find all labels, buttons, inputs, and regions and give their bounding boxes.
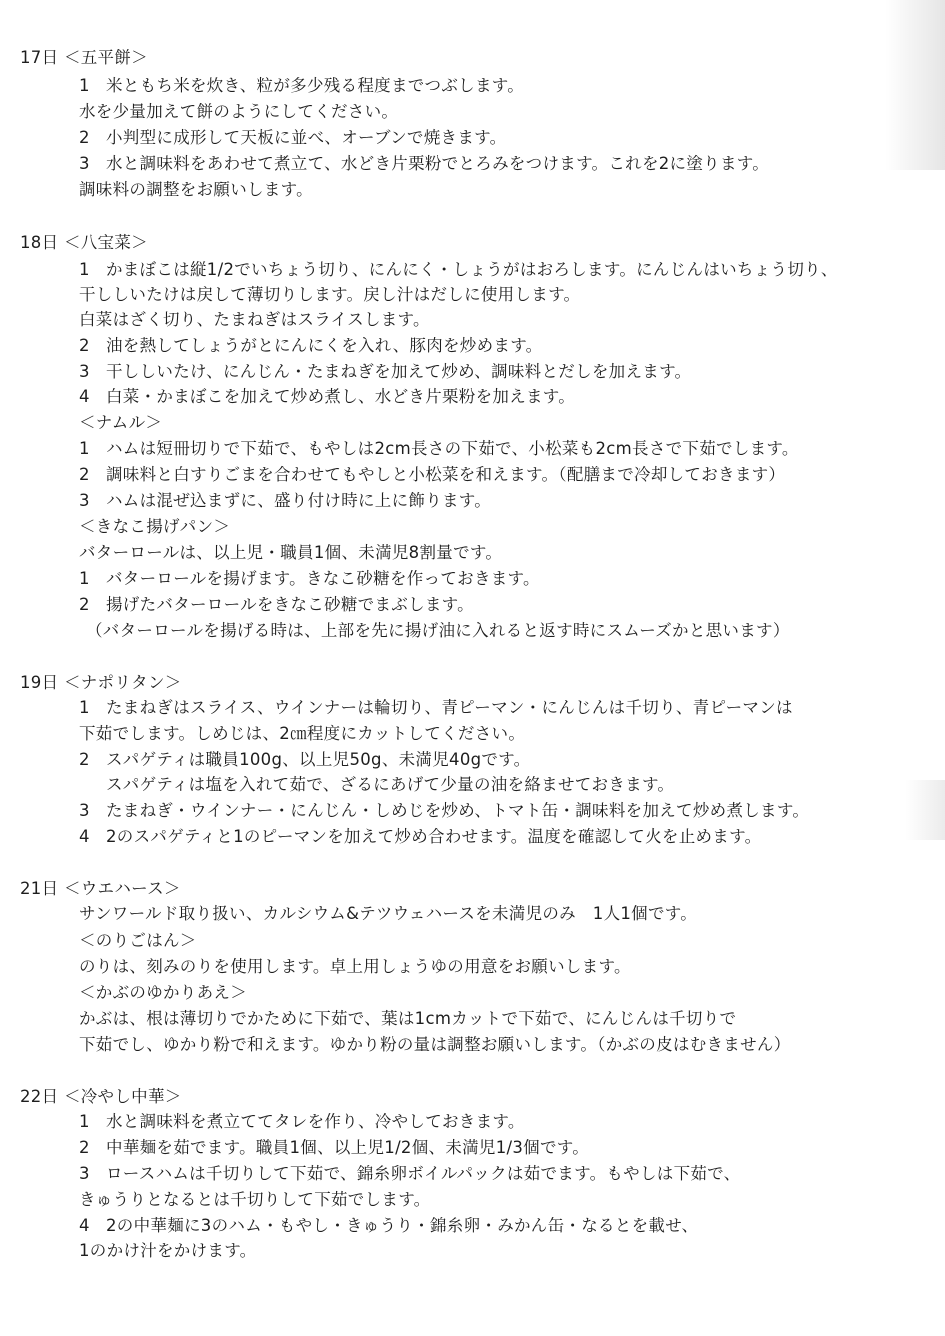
step-line <box>79 284 580 306</box>
step-number: 2 <box>79 750 90 769</box>
step-line <box>79 1163 740 1185</box>
step-number: 3 <box>79 362 90 381</box>
step-line <box>79 464 785 486</box>
date-label: 22日 <box>20 1087 59 1106</box>
show-through-texture <box>130 55 920 1285</box>
step-text: バターロールは、以上児・職員1個、未満児8割量です。 <box>79 543 503 562</box>
step-number: 1 <box>79 569 90 588</box>
section-title: ＜八宝菜＞ <box>63 233 148 252</box>
step-line <box>79 903 697 925</box>
step-line <box>79 1240 256 1262</box>
step-number: 4 <box>79 827 90 846</box>
step-number: 1 <box>79 260 90 279</box>
step-text: 2の中華麺に3のハム・もやし・きゅうり・錦糸卵・みかん缶・なるとを載せ、 <box>106 1216 699 1235</box>
step-text: 揚げたバターロールをきなこ砂糖でまぶします。 <box>106 595 474 614</box>
step-text: 下茹でします。しめじは、2㎝程度にカットしてください。 <box>79 724 526 743</box>
step-line <box>79 259 838 281</box>
step-text: ハムは短冊切りで下茹で、もやしは2cm長さの下茹で、小松菜も2cm長さで下茹でします。 <box>106 439 799 458</box>
step-line <box>79 490 491 512</box>
day-heading-18 <box>20 232 148 254</box>
date-label: 19日 <box>20 673 59 692</box>
step-line <box>79 1111 525 1133</box>
step-line <box>79 723 525 745</box>
day-heading-22 <box>20 1086 182 1108</box>
step-text: 白菜はざく切り、たまねぎはスライスします。 <box>79 310 430 329</box>
step-text: たまねぎ・ウインナー・にんじん・しめじを炒め、トマト缶・調味料を加えて炒め煮します。 <box>106 801 810 820</box>
step-line <box>79 386 575 408</box>
step-line <box>79 568 540 590</box>
section-title: ＜五平餅＞ <box>63 48 148 67</box>
step-text: のりは、刻みのりを使用します。卓上用しょうゆの用意をお願いします。 <box>79 957 631 976</box>
step-text: 調味料の調整をお願いします。 <box>79 180 313 199</box>
section-title: ＜ウエハース＞ <box>63 879 181 898</box>
step-number: 1 <box>79 76 90 95</box>
step-line <box>79 1008 736 1030</box>
day-heading-21 <box>20 878 181 900</box>
step-line <box>79 127 506 149</box>
step-text: かまぼこは縦1/2でいちょう切り、にんにく・しょうがはおろします。にんじんはいちょう切り、 <box>106 260 838 279</box>
step-line <box>79 101 398 123</box>
step-line <box>79 800 809 822</box>
step-text: 調味料と白すりごまを合わせてもやしと小松菜を和えます。（配膳まで冷却しておきます） <box>106 465 786 484</box>
step-line <box>79 826 761 848</box>
step-number: 2 <box>79 595 90 614</box>
step-line <box>79 361 691 383</box>
step-line <box>79 309 430 331</box>
section-title: ＜のりごはん＞ <box>79 931 197 950</box>
step-text: 小判型に成形して天板に並べ、オーブンで焼きます。 <box>106 128 507 147</box>
day-heading-19 <box>20 672 182 694</box>
step-line <box>79 335 542 357</box>
step-line <box>79 153 769 175</box>
step-line <box>79 542 502 564</box>
step-text: ロースハムは千切りして下茹で、錦糸卵ボイルパックは茹でます。もやしは下茹で、 <box>106 1164 741 1183</box>
step-text: 米ともち米を炊き、粒が多少残る程度までつぶします。 <box>106 76 525 95</box>
step-text: 白菜・かまぼこを加えて炒め煮し、水どき片栗粉を加えます。 <box>106 387 576 406</box>
step-text: 干ししいたけ、にんじん・たまねぎを加えて炒め、調味料とだしを加えます。 <box>106 362 692 381</box>
step-number: 4 <box>79 387 90 406</box>
step-text: 中華麺を茹でます。職員1個、以上児1/2個、未満児1/3個です。 <box>106 1138 590 1157</box>
step-number: 3 <box>79 1164 90 1183</box>
step-number: 2 <box>79 465 90 484</box>
step-number: 2 <box>79 1138 90 1157</box>
note-text: （バターロールを揚げる時は、上部を先に揚げ油に入れると返す時にスムーズかと思います） <box>86 621 790 640</box>
step-line <box>79 697 793 719</box>
step-number: 4 <box>79 1216 90 1235</box>
step-text: 水と調味料をあわせて煮立て、水どき片栗粉でとろみをつけます。これを2に塗ります。 <box>106 154 770 173</box>
section-title: ＜ナムル＞ <box>79 413 163 432</box>
note-line <box>86 620 790 642</box>
step-number: 2 <box>79 336 90 355</box>
step-number: 1 <box>79 1112 90 1131</box>
step-line <box>79 1215 698 1237</box>
step-number: 1 <box>79 698 90 717</box>
step-number: 3 <box>79 154 90 173</box>
day-heading-17 <box>20 47 148 69</box>
step-text: 1のかけ汁をかけます。 <box>79 1241 257 1260</box>
step-text: 水を少量加えて餅のようにしてください。 <box>79 102 399 121</box>
step-number: 1 <box>79 439 90 458</box>
step-line <box>79 438 799 460</box>
section-title: ＜きなこ揚げパン＞ <box>79 517 231 536</box>
step-line <box>79 594 474 616</box>
step-line <box>79 1034 791 1056</box>
step-text: スパゲティは塩を入れて茹で、ざるにあげて少量の油を絡ませておきます。 <box>106 775 675 794</box>
step-text: 水と調味料を煮立ててタレを作り、冷やしておきます。 <box>106 1112 525 1131</box>
step-line <box>79 75 524 97</box>
step-text: たまねぎはスライス、ウインナーは輪切り、青ピーマン・にんじんは千切り、青ピーマンは <box>106 698 793 717</box>
step-number: 3 <box>79 491 90 510</box>
step-text: ハムは混ぜ込まずに、盛り付け時に上に飾ります。 <box>106 491 492 510</box>
section-title: ＜かぶのゆかりあえ＞ <box>79 983 247 1002</box>
step-text: 2のスパゲティと1のピーマンを加えて炒め合わせます。温度を確認して火を止めます。 <box>106 827 762 846</box>
step-line <box>79 749 530 771</box>
step-line <box>79 1189 430 1211</box>
step-text: サンワールド取り扱い、カルシウム&テツウェハースを未満児のみ 1人1個です。 <box>79 904 698 923</box>
step-text: バターロールを揚げます。きなこ砂糖を作っておきます。 <box>106 569 540 588</box>
step-number: 3 <box>79 801 90 820</box>
step-text: きゅうりとなるとは千切りして下茹でします。 <box>79 1190 431 1209</box>
step-text: 下茹でし、ゆかり粉で和えます。ゆかり粉の量は調整お願いします。（かぶの皮はむきません） <box>79 1035 791 1054</box>
date-label: 21日 <box>20 879 59 898</box>
step-text: かぶは、根は薄切りでかために下茹で、葉は1cmカットで下茹で、にんじんは千切りで <box>79 1009 737 1028</box>
step-line <box>79 956 631 978</box>
section-title: ＜冷やし中華＞ <box>63 1087 182 1106</box>
section-title: ＜ナポリタン＞ <box>63 673 182 692</box>
date-label: 17日 <box>20 48 59 67</box>
step-text: 油を熱してしょうがとにんにくを入れ、豚肉を炒めます。 <box>106 336 543 355</box>
step-text: スパゲティは職員100g、以上児50g、未満児40gです。 <box>106 750 531 769</box>
date-label: 18日 <box>20 233 59 252</box>
step-line <box>106 774 674 796</box>
step-line <box>79 179 313 201</box>
step-line <box>79 1137 589 1159</box>
step-text: 干ししいたけは戻して薄切りします。戻し汁はだしに使用します。 <box>79 285 581 304</box>
step-number: 2 <box>79 128 90 147</box>
